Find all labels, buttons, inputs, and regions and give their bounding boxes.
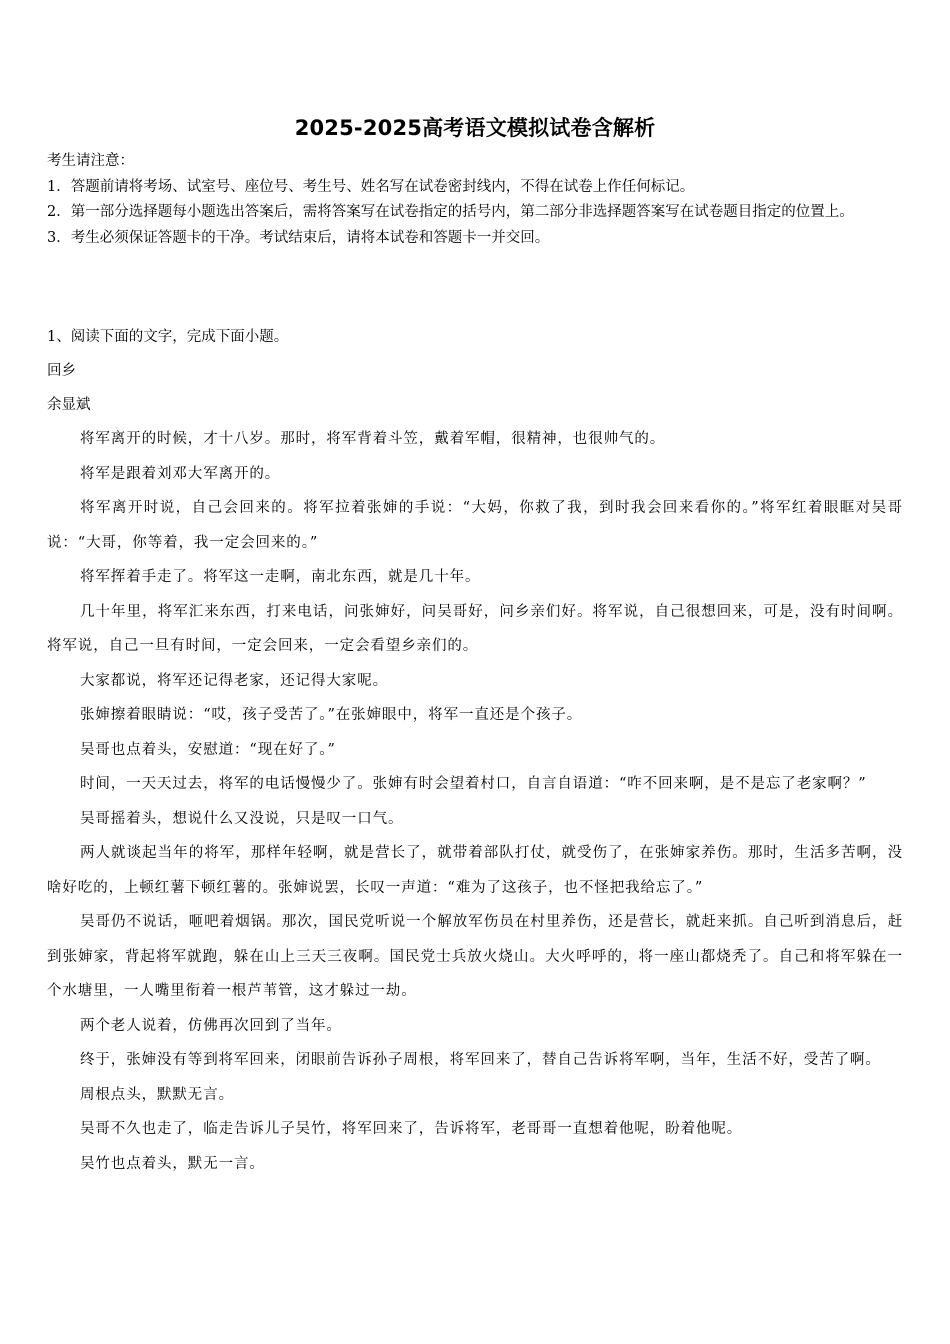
story-paragraph: 大家都说，将军还记得老家，还记得大家呢。	[80, 672, 388, 689]
notice-header: 考生请注意：	[47, 153, 134, 169]
story-author: 余显斌	[47, 397, 91, 413]
notice-item: 2．第一部分选择题每小题选出答案后，需将答案写在试卷指定的括号内，第二部分非选择题答案写在试卷题目指定的位置上。	[47, 204, 854, 220]
notice-item: 1．答题前请将考场、试室号、座位号、考生号、姓名写在试卷密封线内，不得在试卷上作任何标记。	[47, 178, 695, 195]
notice-item: 3．考生必须保证答题卡的干净。考试结束后，请将本试卷和答题卡一并交回。	[47, 229, 550, 246]
story-paragraph: 吴竹也点着头，默无一言。	[80, 1155, 265, 1172]
story-paragraph: 时间，一天天过去，将军的电话慢慢少了。张婶有时会望着村口，自言自语道：“咋不回来啊，是不是忘了老家啊？”	[80, 776, 867, 792]
story-paragraph: 将军离开时说，自己会回来的。将军拉着张婶的手说：“大妈，你救了我，到时我会回来看你的。”将军红着眼眶对吴哥说：“大哥，你等着，我一定会回来的。”	[47, 500, 903, 551]
story-paragraph: 张婶擦着眼睛说：“哎，孩子受苦了。”在张婶眼中，将军一直还是个孩子。	[80, 707, 583, 723]
story-paragraph: 两人就谈起当年的将军，那样年轻啊，就是营长了，就带着部队打仗，就受伤了，在张婶家养伤。那时，生活多苦啊，没啥好吃的，上顿红薯下顿红薯的。张婶说罢，长叹一声道：“难为了这孩子，也不怪把我给忘了。”	[47, 845, 903, 896]
story-paragraph: 吴哥也点着头，安慰道：“现在好了。”	[80, 741, 336, 758]
story-paragraph: 吴哥摇着头，想说什么又没说，只是叹一口气。	[80, 810, 404, 827]
story-paragraph: 将军离开的时候，才十八岁。那时，将军背着斗笠，戴着军帽，很精神，也很帅气的。	[80, 431, 666, 447]
question-section	[47, 321, 903, 1181]
story-title: 回乡	[47, 363, 76, 379]
story-paragraph: 将军挥着手走了。将军这一走啊，南北东西，就是几十年。	[80, 569, 481, 585]
story-paragraph: 将军是跟着刘邓大军离开的。	[80, 465, 281, 482]
story-paragraph: 吴哥不久也走了，临走告诉儿子吴竹，将军回来了，告诉将军，老哥哥一直想着他呢，盼着他呢。	[80, 1121, 743, 1137]
story-paragraph: 周根点头，默默无言。	[80, 1086, 234, 1103]
notice-section	[47, 149, 907, 251]
question-prompt: 1、阅读下面的文字，完成下面小题。	[47, 329, 289, 345]
story-paragraph: 终于，张婶没有等到将军回来，闭眼前告诉孙子周根，将军回来了，替自己告诉将军啊，当年，生活不好，受苦了啊。	[80, 1052, 881, 1068]
story-paragraph: 两个老人说着，仿佛再次回到了当年。	[80, 1017, 342, 1034]
story-paragraph: 几十年里，将军汇来东西，打来电话，问张婶好，问吴哥好，问乡亲们好。将军说，自己很想回来，可是，没有时间啊。将军说，自己一旦有时间，一定会回来，一定会看望乡亲们的。	[47, 603, 903, 654]
story-text	[47, 422, 903, 1181]
page-title: 2025-2025高考语文模拟试卷含解析	[294, 116, 656, 140]
story-paragraph: 吴哥仍不说话，咂吧着烟锅。那次，国民党听说一个解放军伤员在村里养伤，还是营长，就赶来抓。自己听到消息后，赶到张婶家，背起将军就跑，躲在山上三天三夜啊。国民党士兵放火烧山。大火呼呼的，将一座山都烧秃了。自己和将军躲在一个水塘里，一人嘴里衔着一根芦苇管，这才躲过一劫。	[47, 914, 903, 999]
